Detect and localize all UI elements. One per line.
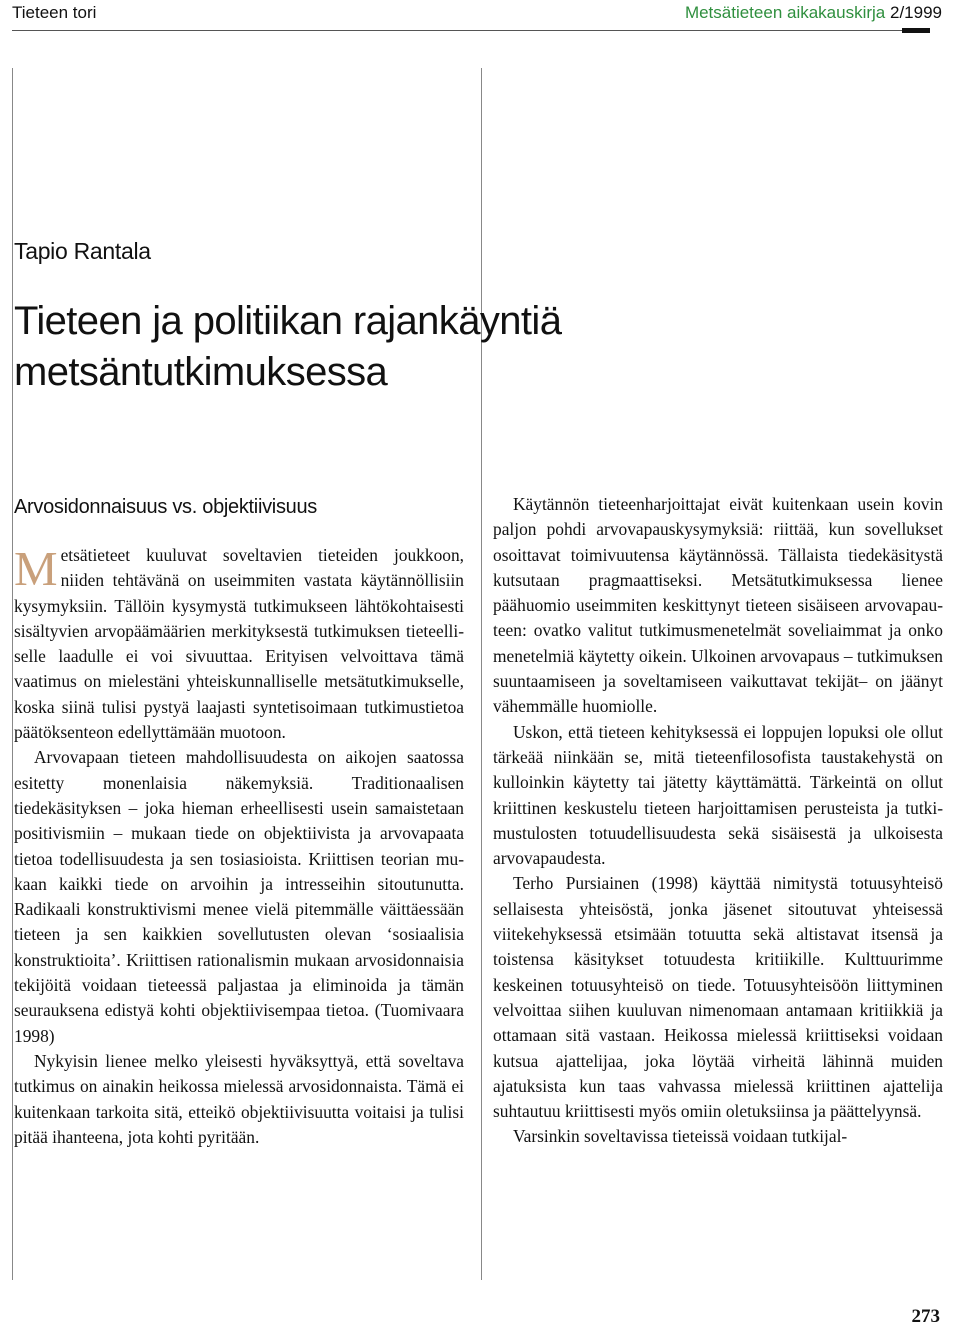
column-divider bbox=[481, 68, 482, 1280]
page-number: 273 bbox=[911, 1306, 940, 1327]
article-title-line-2: metsäntutkimuksessa bbox=[14, 350, 388, 394]
article-author: Tapio Rantala bbox=[14, 238, 151, 264]
left-column bbox=[14, 543, 464, 1150]
article-title-line-1: Tieteen ja politiikan rajankäyntiä bbox=[14, 299, 562, 343]
article-title bbox=[14, 296, 561, 398]
left-margin-rule bbox=[12, 68, 13, 1280]
paragraph: Uskon, että tieteen kehityksessä ei loppujen lopuksi ole ollut tärkeää niinkään se, mitä tieteenfilosofista taustakehystä on kulloinkin käytetty tai jätetty käyttämättä. Tärkeintä on ollut kriittinen keskustelu tieteen harjoittamisen perusteista ja tutkimustulosten totuudellisuudesta sekä sisäisestä ja ulkoisesta arvovapaudesta. bbox=[493, 721, 943, 869]
journal-issue: 2/1999 bbox=[890, 3, 942, 22]
paragraph: Terho Pursiainen (1998) käyttää nimitystä totuusyhteisö sellaisesta yhteisöstä, jonka jäsenet sitoutuvat yhteisessä viitekehyksessä etsimään totuutta sekä altistavat itsensä ja toistensa käsitykset totuudesta kritiikille. Kulttuurimme keskeinen totuusyhteisö on tiede. Totuusyhteisöön liittyminen velvoittaa siihen kuuluvan nimenomaan antamaan kritiikkiä ja ottamaan sitä vastaan. Heikossa mielessä kriittiseksi voidaan kutsua ajattelijaa, joka löytää virheitä lähinnä muiden ajatuksista kun taas vahvassa mielessä kriittinen ajattelija suhtautuu kriittisesti myös omiin oletuksiinsa ja päättelyynsä. bbox=[493, 873, 943, 1122]
section-label: Tieteen tori bbox=[12, 3, 97, 22]
right-column bbox=[493, 492, 943, 1150]
paragraph: Käytännön tieteenharjoittajat eivät kuitenkaan usein kovin paljon pohdi arvovapauskysymyksiä: riittää, kun sovellukset osoittavat toimivuutensa käytännössä. Tällaista tiedekäsitystä kutsutaan pragmaattiseksi. Metsätutkimuksessa lienee päähuomio useimmiten keskittynyt tieteen sisäiseen arvovapauteen: ovatko valitut tutkimusmenetelmät soveliaimmat ja onko menetelmiä käytetty oikein. Ulkoinen arvovapaus – tutkimuksen suuntaamiseen ja soveltamiseen vaikuttavat tekijät– on jäänyt vähemmälle huomiolle. bbox=[493, 494, 943, 717]
section-heading: Arvosidonnaisuus vs. objektiivisuus bbox=[14, 496, 317, 518]
header-tab-mark bbox=[902, 28, 930, 33]
header-divider bbox=[12, 30, 930, 31]
paragraph: Varsinkin soveltavissa tieteissä voidaan tutkijal- bbox=[513, 1126, 848, 1147]
journal-name: Metsätieteen aikakauskirja bbox=[684, 3, 886, 22]
paragraph: Arvovapaan tieteen mahdollisuudesta on aikojen saatossa esitetty monenlaisia näkemyksiä. Traditionaalisen tiedekäsityksen – joka hieman erheellisesti usein samaistetaan positivismiin – mukaan tiede on objektiivista ja arvovapaata tietoa todellisuudesta ja sen tosiasioista. Kriittisen teorian mukaan kaikki tiede on arvoihin ja intresseihin sitoutunutta. Radikaali konstruktivismi menee vielä pitemmälle väittäessään tieteen ja sen kaikkien sovellutusten olevan ‘sosiaalisia konstruktioita’. Kriittisen rationalismin mukaan arvosidonnaisia tekijöitä voidaan tieteessä paljastaa ja eliminoida ja tämän seurauksena edistyä kohti objektiivisempaa tietoa. (Tuomivaara 1998) bbox=[14, 747, 464, 1046]
journal-header bbox=[685, 3, 942, 23]
paragraph-text: etsätieteet kuuluvat soveltavien tieteiden joukkoon, niiden tehtävänä on useimmiten vastata käytännöllisiin kysymyksiin. Tällöin kysymystä tutkimukseen lähtökohtaisesti sisältyvien arvopäämäärien merkityksestä tutkimuksen tieteelliselle laadulle ei voi sivuuttaa. Erityisen velvoittava tämä vaatimus on mielestäni yhteiskunnalliselle metsätutkimukselle, koska siinä tulisi pystyä laajasti syntetisoimaan tutkimustietoa päätöksenteon edellyttämään muotoon. bbox=[14, 545, 464, 743]
paragraph: Nykyisin lienee melko yleisesti hyväksyttyä, että soveltava tutkimus on ainakin heikossa mielessä arvosidonnaista. Tämä ei kuitenkaan tarkoita sitä, etteikö objektiivisuutta voitaisi ja tulisi pitää ihanteena, jota kohti pyritään. bbox=[14, 1050, 464, 1147]
drop-cap: M bbox=[14, 541, 58, 596]
paragraph bbox=[14, 543, 464, 745]
